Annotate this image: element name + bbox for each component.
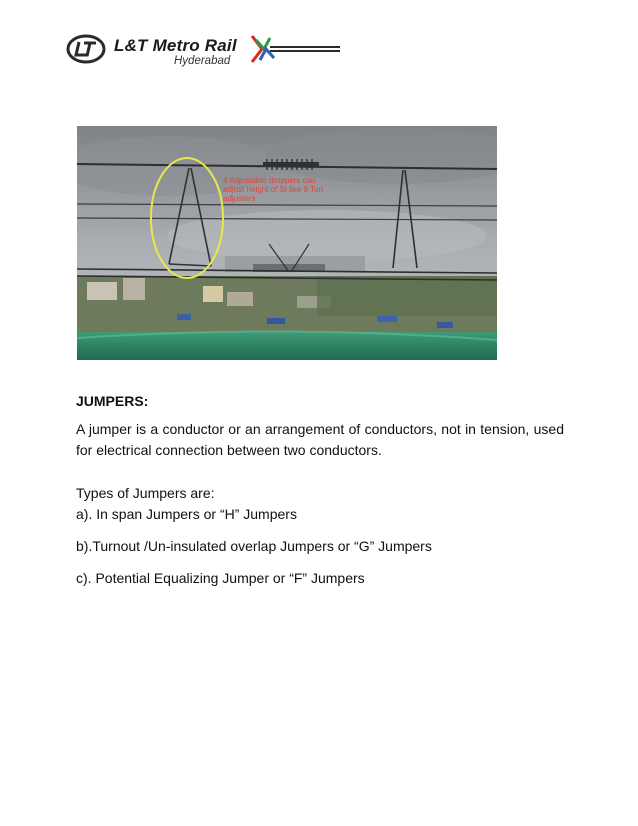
blue-tarp	[267, 318, 285, 324]
building	[203, 286, 223, 302]
jumper-definition: A jumper is a conductor or an arrangement of conductors, not in tension, used for electrical connection between two conductors.	[76, 421, 564, 458]
annotation-line: adjusters	[223, 194, 256, 203]
lt-logo-icon	[66, 34, 106, 64]
type-item-a: a). In span Jumpers or “H” Jumpers	[76, 506, 297, 522]
building	[227, 292, 253, 306]
annotation-line: adjust height of SI like 9 Ton	[223, 185, 323, 194]
brand-name: L&T Metro Rail	[114, 36, 237, 55]
blue-tarp	[437, 322, 453, 328]
vegetation	[317, 276, 497, 316]
blue-tarp	[177, 314, 191, 320]
type-item-c: c). Potential Equalizing Jumper or “F” Jumpers	[76, 570, 365, 586]
jumpers-section	[76, 393, 564, 589]
type-item-b: b).Turnout /Un-insulated overlap Jumpers or “G” Jumpers	[76, 538, 432, 554]
section-heading: JUMPERS:	[76, 393, 149, 409]
building	[87, 282, 117, 300]
document-header	[66, 30, 356, 72]
catenary-photo	[77, 126, 497, 360]
building	[123, 278, 145, 300]
metro-rail-mark-icon	[248, 34, 344, 64]
brand-city: Hyderabad	[174, 55, 231, 67]
types-intro: Types of Jumpers are:	[76, 485, 215, 501]
blue-tarp	[377, 316, 397, 322]
annotation-line: 4 Adjustable droppers can	[223, 176, 316, 185]
